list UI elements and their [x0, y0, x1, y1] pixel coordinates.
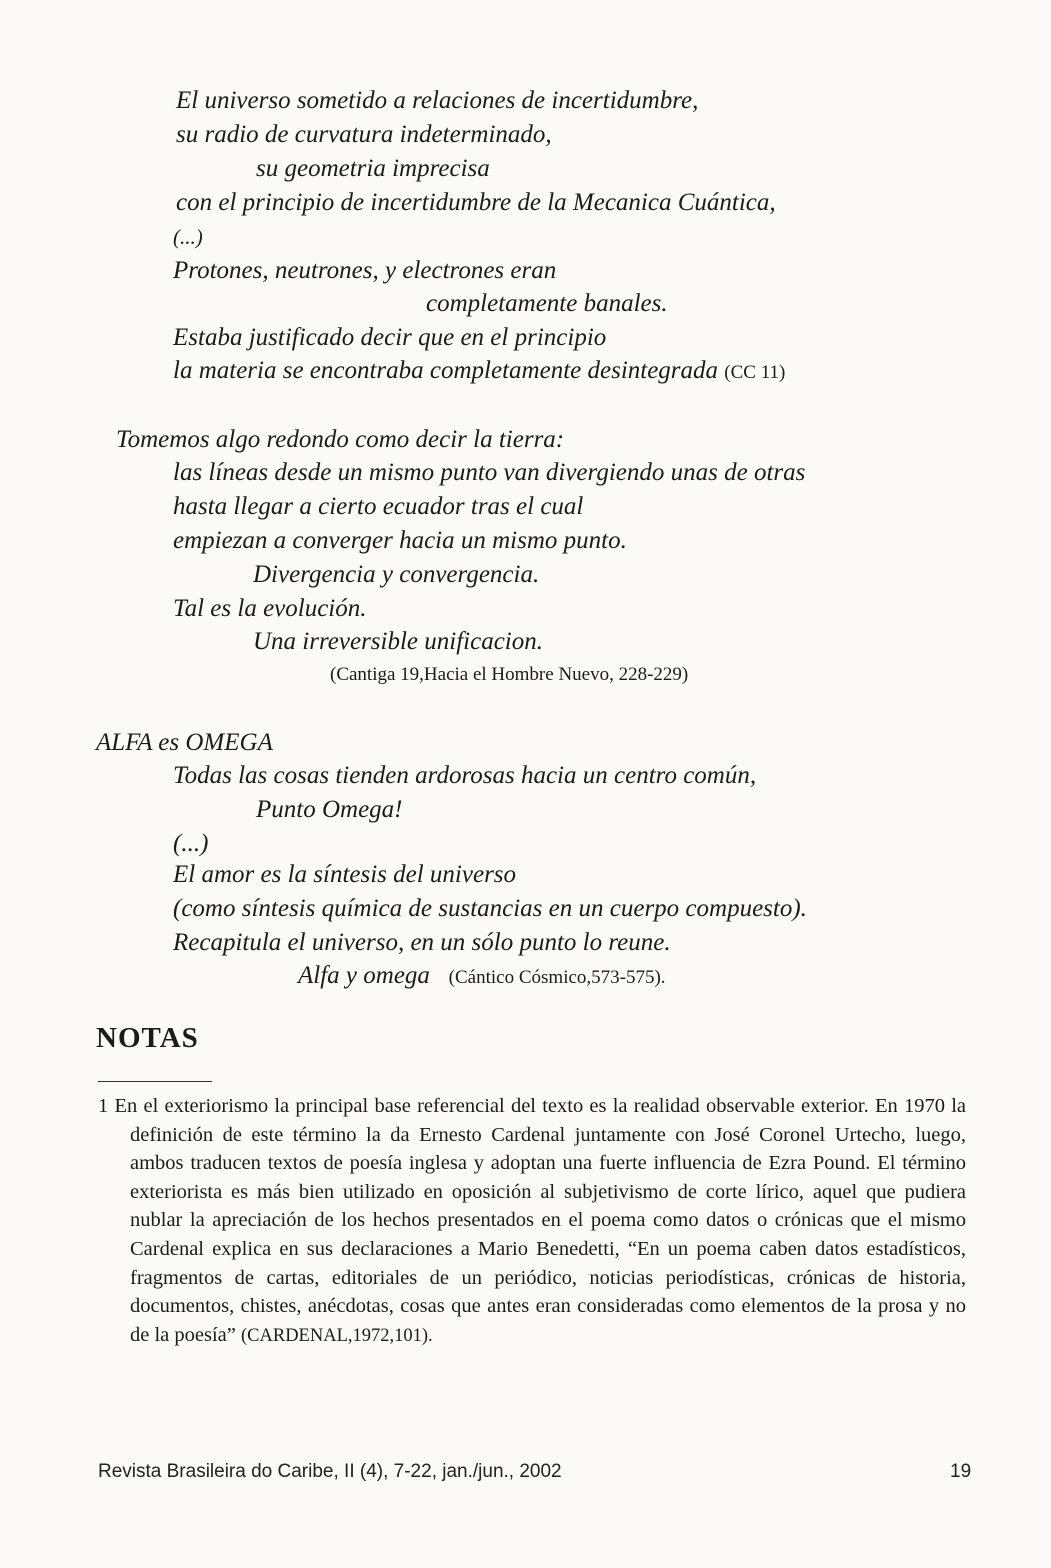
note-1-number: 1 [98, 1095, 109, 1117]
poem2-line-5: Divergencia y convergencia. [253, 561, 540, 588]
poem1-line-4: con el principio de incertidumbre de la Mecanica Cuántica, [176, 189, 776, 216]
journal-footer: Revista Brasileira do Caribe, II (4), 7-22, jan./jun., 2002 [98, 1461, 562, 1482]
poem2-line-6: Tal es la evolución. [173, 595, 367, 622]
notes-divider [98, 1081, 212, 1082]
poem1-line-1: El universo sometido a relaciones de incertidumbre, [176, 87, 699, 114]
poem1-line-8: Estaba justificado decir que en el principio [173, 324, 607, 351]
poem3-citation: (Cántico Cósmico,573-575). [448, 967, 666, 988]
poem2-line-2: las líneas desde un mismo punto van divergiendo unas de otras [173, 459, 806, 486]
note-1-text: En el exteriorismo la principal base referencial del texto es la realidad observable exterior. En 1970 la definición de este término la da Ernesto Cardenal juntamente con José Coronel Urtecho, luego, ambos traducen textos de poesía inglesa y adoptan una fuerte influencia de Ezra Pound. El término exteriorista es más bien utilizado en oposición al subjetivismo de corte lírico, aquel que pudiera nublar la apreciación de los hechos presentados en el poema como datos o crónicas que el mismo Cardenal explica en sus declaraciones a Mario Benedetti, “En un poema caben datos estadísticos, fragmentos de cartas, editoriales de un periódico, noticias periodísticas, crónicas de historia, documentos, chistes, anécdotas, cosas que antes eran consideradas como elementos de la prosa y no de la poesía” [114, 1095, 966, 1346]
poem2-line-7: Una irreversible unificacion. [253, 628, 543, 655]
poem1-line-3: su geometria imprecisa [256, 155, 490, 182]
notes-heading: NOTAS [96, 1022, 199, 1054]
poem1-line-5: (...) [173, 225, 203, 249]
note-1-citation: (CARDENAL,1972,101). [241, 1325, 433, 1346]
poem1-line-9-text: la materia se encontraba completamente desintegrada [173, 357, 719, 384]
poem2-citation: (Cantiga 19,Hacia el Hombre Nuevo, 228-229) [330, 664, 689, 685]
poem3-line-4: (...) [173, 830, 209, 857]
poem1-line-9 [173, 356, 785, 388]
poem2-line-4: empiezan a converger hacia un mismo punto. [173, 527, 627, 554]
poem1-line-7: completamente banales. [426, 290, 668, 317]
poem1-citation: (CC 11) [724, 362, 786, 383]
poem2-line-1: Tomemos algo redondo como decir la tierra: [116, 426, 565, 453]
note-1-paragraph [98, 1092, 966, 1350]
poem3-line-3: Punto Omega! [256, 796, 403, 823]
poem1-line-2: su radio de curvatura indeterminado, [176, 121, 552, 148]
poem3-line-5: El amor es la síntesis del universo [173, 861, 517, 888]
poem2-line-3: hasta llegar a cierto ecuador tras el cual [173, 493, 584, 520]
poem3-line-7: Recapitula el universo, en un sólo punto lo reune. [173, 929, 671, 956]
page-number: 19 [950, 1461, 972, 1482]
poem3-line-8 [298, 961, 666, 993]
poem3-line-6: (como síntesis química de sustancias en un cuerpo compuesto). [173, 895, 807, 922]
poem1-line-6: Protones, neutrones, y electrones eran [173, 257, 557, 284]
poem3-line-8-text: Alfa y omega [298, 962, 430, 989]
poem3-line-1: ALFA es OMEGA [96, 729, 273, 756]
note-1 [98, 1092, 966, 1350]
poem3-line-2: Todas las cosas tienden ardorosas hacia un centro común, [173, 762, 757, 789]
